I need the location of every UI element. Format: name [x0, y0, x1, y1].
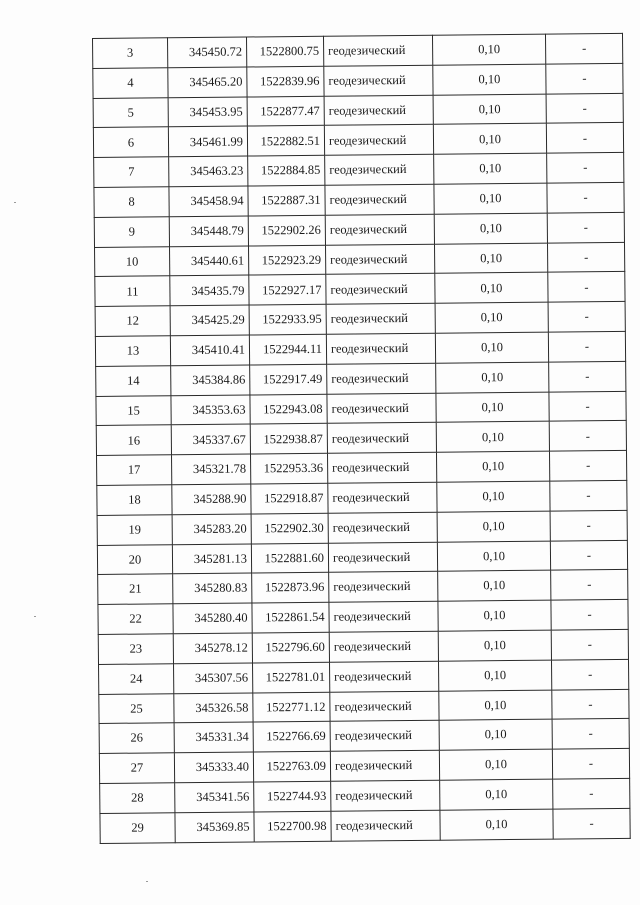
method-cell: геодезический: [325, 154, 434, 185]
description-cell: -: [549, 421, 626, 452]
description-cell: -: [550, 480, 627, 511]
x-coordinate-cell: 345463.23: [169, 156, 248, 187]
point-number-cell: 21: [98, 574, 173, 605]
point-number-cell: 4: [93, 68, 168, 99]
method-cell: геодезический: [328, 542, 437, 573]
description-cell: -: [548, 272, 625, 303]
coordinates-table-body: [93, 33, 631, 843]
scan-speck: [14, 202, 16, 203]
point-number-cell: 12: [95, 306, 170, 337]
method-cell: геодезический: [326, 333, 435, 364]
y-coordinate-cell: 1522923.29: [248, 245, 325, 276]
method-cell: геодезический: [325, 184, 434, 215]
accuracy-cell: 0,10: [435, 302, 548, 333]
point-number-cell: 15: [96, 395, 171, 426]
description-cell: -: [551, 659, 628, 690]
point-number-cell: 23: [98, 634, 173, 665]
accuracy-cell: 0,10: [439, 690, 552, 721]
x-coordinate-cell: 345331.34: [174, 722, 253, 753]
x-coordinate-cell: 345450.72: [168, 37, 247, 68]
point-number-cell: 16: [96, 425, 171, 456]
point-number-cell: 20: [97, 544, 172, 575]
x-coordinate-cell: 345425.29: [170, 305, 249, 336]
accuracy-cell: 0,10: [436, 392, 549, 423]
accuracy-cell: 0,10: [434, 153, 547, 184]
accuracy-cell: 0,10: [436, 451, 549, 482]
y-coordinate-cell: 1522700.98: [254, 811, 331, 842]
y-coordinate-cell: 1522887.31: [248, 185, 325, 216]
method-cell: геодезический: [327, 452, 436, 483]
method-cell: геодезический: [323, 35, 432, 66]
point-number-cell: 25: [99, 693, 174, 724]
method-cell: геодезический: [328, 482, 437, 513]
y-coordinate-cell: 1522763.09: [253, 751, 330, 782]
method-cell: геодезический: [325, 214, 434, 245]
accuracy-cell: 0,10: [434, 183, 547, 214]
x-coordinate-cell: 345307.56: [174, 663, 253, 694]
description-cell: -: [549, 391, 626, 422]
method-cell: геодезический: [327, 393, 436, 424]
accuracy-cell: 0,10: [439, 749, 552, 780]
x-coordinate-cell: 345321.78: [172, 454, 251, 485]
x-coordinate-cell: 345410.41: [170, 335, 249, 366]
y-coordinate-cell: 1522796.60: [252, 632, 329, 663]
table-row: [100, 808, 630, 843]
point-number-cell: 10: [95, 246, 170, 277]
scan-speck: [34, 616, 36, 617]
point-number-cell: 26: [99, 723, 174, 754]
y-coordinate-cell: 1522918.87: [251, 483, 328, 514]
method-cell: геодезический: [331, 780, 440, 811]
y-coordinate-cell: 1522839.96: [247, 66, 324, 97]
point-number-cell: 11: [95, 276, 170, 307]
method-cell: геодезический: [325, 244, 434, 275]
description-cell: -: [550, 540, 627, 571]
method-cell: геодезический: [324, 95, 433, 126]
x-coordinate-cell: 345465.20: [168, 67, 247, 98]
point-number-cell: 17: [97, 455, 172, 486]
description-cell: -: [548, 331, 625, 362]
accuracy-cell: 0,10: [440, 809, 553, 840]
accuracy-cell: 0,10: [433, 94, 546, 125]
description-cell: -: [551, 629, 628, 660]
method-cell: геодезический: [326, 274, 435, 305]
y-coordinate-cell: 1522938.87: [250, 424, 327, 455]
point-number-cell: 28: [100, 783, 175, 814]
x-coordinate-cell: 345461.99: [168, 126, 247, 157]
y-coordinate-cell: 1522917.49: [250, 364, 327, 395]
description-cell: -: [548, 302, 625, 333]
description-cell: -: [552, 719, 629, 750]
point-number-cell: 29: [100, 812, 175, 843]
x-coordinate-cell: 345458.94: [169, 186, 248, 217]
method-cell: геодезический: [330, 750, 439, 781]
accuracy-cell: 0,10: [435, 332, 548, 363]
description-cell: -: [549, 361, 626, 392]
method-cell: геодезический: [330, 661, 439, 692]
y-coordinate-cell: 1522744.93: [254, 781, 331, 812]
point-number-cell: 6: [93, 127, 168, 158]
point-number-cell: 8: [94, 187, 169, 218]
y-coordinate-cell: 1522766.69: [253, 722, 330, 753]
description-cell: -: [547, 153, 624, 184]
description-cell: -: [546, 63, 623, 94]
point-number-cell: 27: [99, 753, 174, 784]
description-cell: -: [549, 451, 626, 482]
point-number-cell: 5: [93, 97, 168, 128]
y-coordinate-cell: 1522902.30: [251, 513, 328, 544]
x-coordinate-cell: 345333.40: [174, 752, 253, 783]
description-cell: -: [550, 510, 627, 541]
y-coordinate-cell: 1522771.12: [253, 692, 330, 723]
accuracy-cell: 0,10: [436, 362, 549, 393]
accuracy-cell: 0,10: [437, 541, 550, 572]
point-number-cell: 18: [97, 485, 172, 516]
method-cell: геодезический: [327, 423, 436, 454]
x-coordinate-cell: 345288.90: [172, 484, 251, 515]
x-coordinate-cell: 345440.61: [170, 246, 249, 277]
x-coordinate-cell: 345283.20: [172, 514, 251, 545]
accuracy-cell: 0,10: [437, 481, 550, 512]
method-cell: геодезический: [326, 303, 435, 334]
y-coordinate-cell: 1522873.96: [252, 573, 329, 604]
x-coordinate-cell: 345353.63: [171, 395, 250, 426]
accuracy-cell: 0,10: [435, 273, 548, 304]
y-coordinate-cell: 1522927.17: [249, 275, 326, 306]
scan-speck: [146, 881, 148, 882]
method-cell: геодезический: [328, 512, 437, 543]
point-number-cell: 24: [99, 663, 174, 694]
description-cell: -: [546, 123, 623, 154]
accuracy-cell: 0,10: [438, 660, 551, 691]
y-coordinate-cell: 1522953.36: [251, 453, 328, 484]
accuracy-cell: 0,10: [436, 421, 549, 452]
point-number-cell: 7: [94, 157, 169, 188]
method-cell: геодезический: [329, 572, 438, 603]
y-coordinate-cell: 1522877.47: [247, 96, 324, 127]
x-coordinate-cell: 345326.58: [174, 693, 253, 724]
accuracy-cell: 0,10: [440, 779, 553, 810]
point-number-cell: 3: [93, 38, 168, 69]
method-cell: геодезический: [329, 601, 438, 632]
y-coordinate-cell: 1522800.75: [246, 36, 323, 67]
point-number-cell: 22: [98, 604, 173, 635]
y-coordinate-cell: 1522861.54: [252, 602, 329, 633]
accuracy-cell: 0,10: [434, 213, 547, 244]
accuracy-cell: 0,10: [434, 243, 547, 274]
y-coordinate-cell: 1522884.85: [248, 155, 325, 186]
description-cell: -: [547, 182, 624, 213]
method-cell: геодезический: [330, 691, 439, 722]
x-coordinate-cell: 345280.40: [173, 603, 252, 634]
y-coordinate-cell: 1522882.51: [247, 126, 324, 157]
x-coordinate-cell: 345448.79: [169, 216, 248, 247]
accuracy-cell: 0,10: [439, 719, 552, 750]
method-cell: геодезический: [324, 65, 433, 96]
description-cell: -: [552, 748, 629, 779]
y-coordinate-cell: 1522902.26: [248, 215, 325, 246]
y-coordinate-cell: 1522781.01: [253, 662, 330, 693]
y-coordinate-cell: 1522944.11: [249, 334, 326, 365]
accuracy-cell: 0,10: [432, 34, 545, 65]
point-number-cell: 19: [97, 515, 172, 546]
x-coordinate-cell: 345278.12: [173, 633, 252, 664]
description-cell: -: [552, 689, 629, 720]
x-coordinate-cell: 345435.79: [170, 275, 249, 306]
coordinates-table: [92, 33, 631, 844]
method-cell: геодезический: [329, 631, 438, 662]
y-coordinate-cell: 1522933.95: [249, 304, 326, 335]
description-cell: -: [551, 570, 628, 601]
method-cell: геодезический: [327, 363, 436, 394]
x-coordinate-cell: 345280.83: [173, 573, 252, 604]
point-number-cell: 13: [95, 336, 170, 367]
method-cell: геодезический: [324, 125, 433, 156]
description-cell: -: [547, 242, 624, 273]
x-coordinate-cell: 345453.95: [168, 97, 247, 128]
method-cell: геодезический: [331, 810, 440, 841]
description-cell: -: [553, 808, 630, 839]
x-coordinate-cell: 345281.13: [172, 544, 251, 575]
accuracy-cell: 0,10: [438, 570, 551, 601]
x-coordinate-cell: 345337.67: [171, 424, 250, 455]
accuracy-cell: 0,10: [433, 124, 546, 155]
description-cell: -: [547, 212, 624, 243]
description-cell: -: [546, 93, 623, 124]
description-cell: -: [553, 778, 630, 809]
point-number-cell: 14: [96, 366, 171, 397]
description-cell: -: [551, 600, 628, 631]
description-cell: -: [545, 33, 622, 64]
accuracy-cell: 0,10: [437, 511, 550, 542]
accuracy-cell: 0,10: [438, 600, 551, 631]
accuracy-cell: 0,10: [438, 630, 551, 661]
y-coordinate-cell: 1522881.60: [251, 543, 328, 574]
x-coordinate-cell: 345369.85: [175, 812, 254, 843]
y-coordinate-cell: 1522943.08: [250, 394, 327, 425]
x-coordinate-cell: 345341.56: [175, 782, 254, 813]
method-cell: геодезический: [330, 721, 439, 752]
accuracy-cell: 0,10: [433, 64, 546, 95]
x-coordinate-cell: 345384.86: [171, 365, 250, 396]
point-number-cell: 9: [94, 217, 169, 248]
